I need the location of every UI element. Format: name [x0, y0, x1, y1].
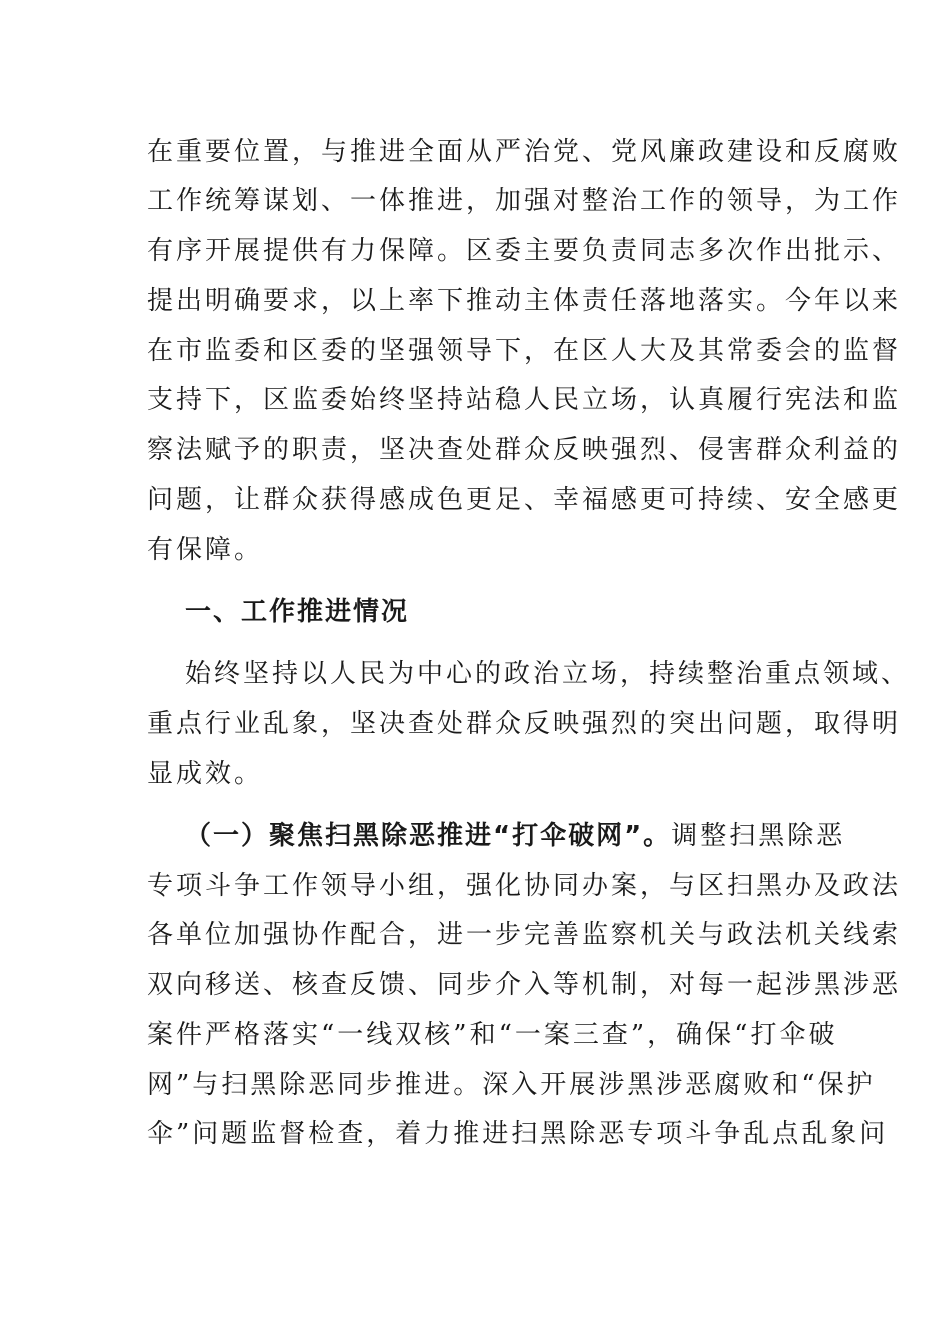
paragraph-first-line	[185, 821, 845, 851]
paragraph-line: 在市监委和区委的坚强领导下，在区人大及其常委会的监督	[147, 336, 902, 366]
paragraph-line: 专项斗争工作领导小组，强化协同办案，与区扫黑办及政法	[147, 871, 902, 901]
subsection-heading: （一）聚焦扫黑除恶推进“打伞破网”。	[185, 821, 672, 851]
paragraph-line: 各单位加强协作配合，进一步完善监察机关与政法机关线索	[147, 920, 902, 950]
paragraph-line: 提出明确要求，以上率下推动主体责任落地落实。今年以来	[147, 286, 902, 316]
paragraph-text: 调整扫黑除恶	[671, 821, 846, 851]
section-heading: 一、工作推进情况	[185, 597, 410, 627]
paragraph-line: 双向移送、核查反馈、同步介入等机制，对每一起涉黑涉恶	[147, 970, 902, 1000]
paragraph-line: 有保障。	[147, 535, 264, 565]
paragraph-line: 支持下，区监委始终坚持站稳人民立场，认真履行宪法和监	[147, 385, 902, 415]
paragraph-line: 问题，让群众获得感成色更足、幸福感更可持续、安全感更	[147, 485, 902, 515]
paragraph-line: 网”与扫黑除恶同步推进。深入开展涉黑涉恶腐败和“保护	[147, 1070, 876, 1100]
paragraph-line: 始终坚持以人民为中心的政治立场，持续整治重点领域、	[185, 659, 911, 689]
paragraph-line: 有序开展提供有力保障。区委主要负责同志多次作出批示、	[147, 236, 902, 266]
paragraph-line: 察法赋予的职责，坚决查处群众反映强烈、侵害群众利益的	[147, 435, 902, 465]
paragraph-line: 在重要位置，与推进全面从严治党、党风廉政建设和反腐败	[147, 137, 902, 167]
paragraph-line: 工作统筹谋划、一体推进，加强对整治工作的领导，为工作	[147, 186, 902, 216]
paragraph-line: 重点行业乱象，坚决查处群众反映强烈的突出问题，取得明	[147, 709, 902, 739]
paragraph-line: 案件严格落实“一线双核”和“一案三查”，确保“打伞破	[147, 1020, 838, 1050]
paragraph-line: 显成效。	[147, 759, 264, 789]
paragraph-line: 伞”问题监督检查，着力推进扫黑除恶专项斗争乱点乱象问	[147, 1119, 889, 1149]
